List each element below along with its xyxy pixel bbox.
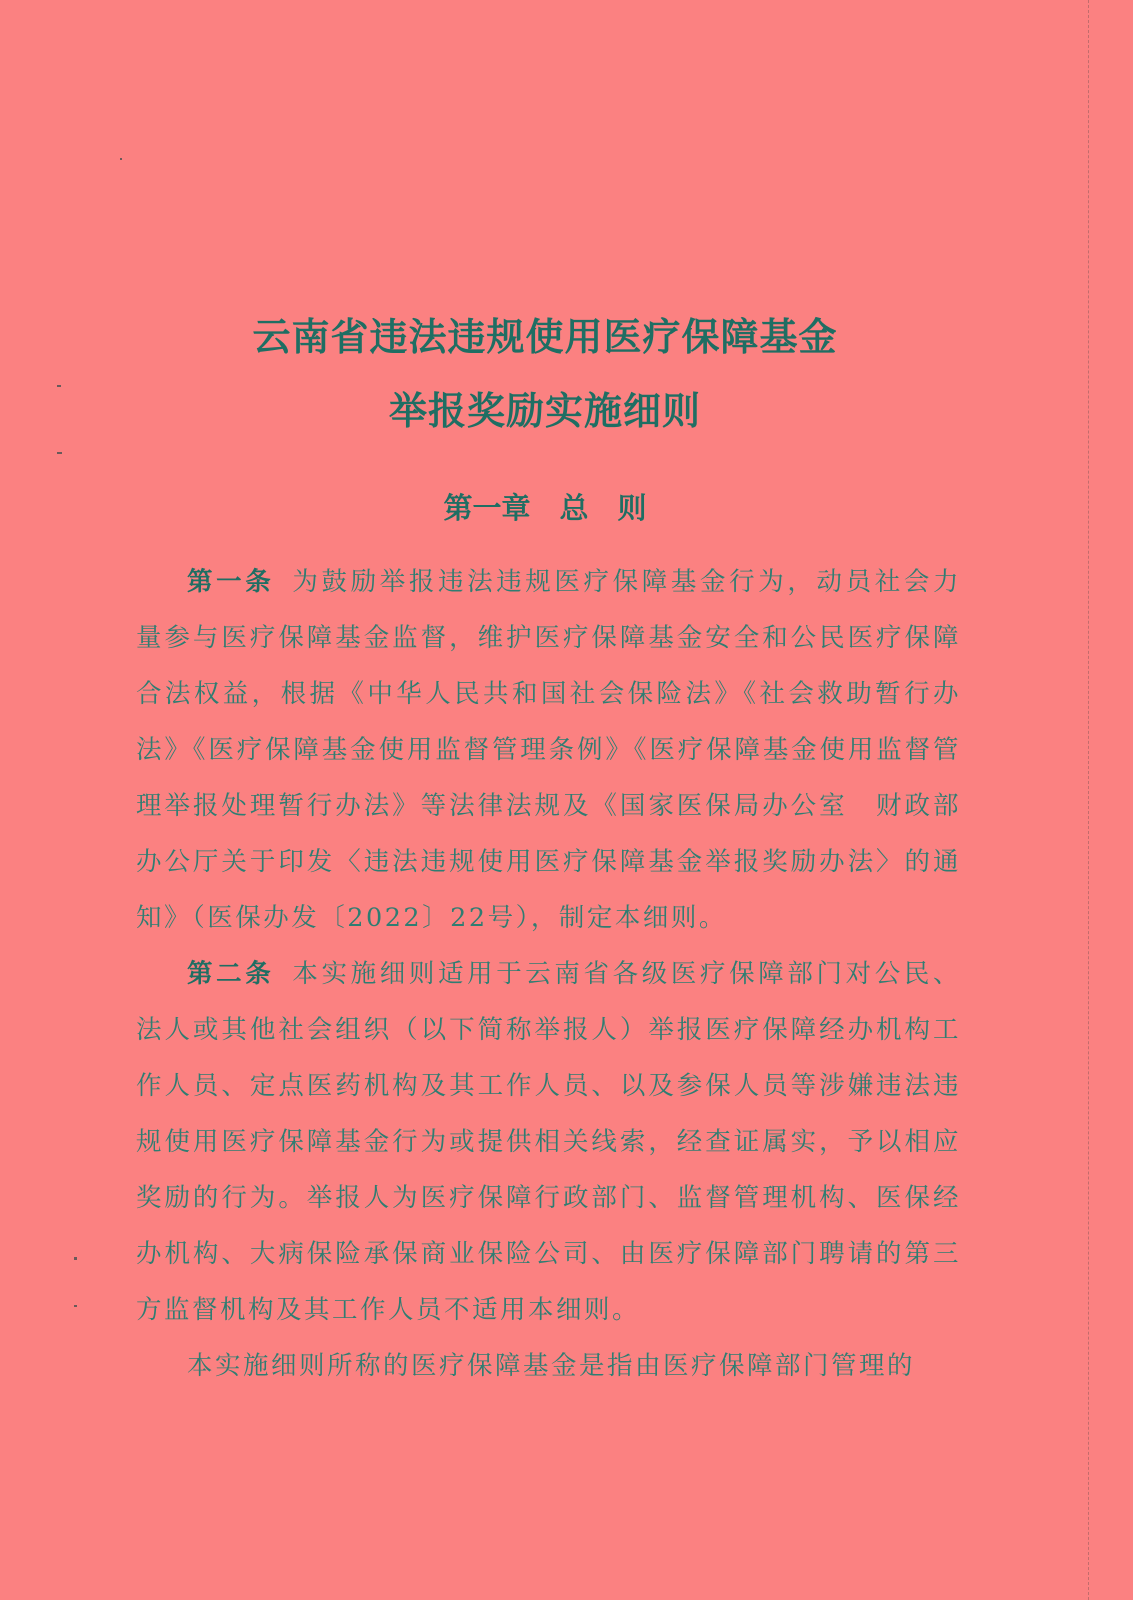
article-2-text: 本实施细则适用于云南省各级医疗保障部门对公民、法人或其他社会组织（以下简称举报人）举报医疗保障经办机构工作人员、定点医药机构及其工作人员、以及参保人员等涉嫌违法违规使用医疗保障基金行为或提供相关线索，经查证属实，予以相应奖励的行为。举报人为医疗保障行政部门、监督管理机构、医保经办机构、大病保险承保商业保险公司、由医疗保障部门聘请的第三方监督机构及其工作人员不适用本细则。	[136, 959, 961, 1325]
scan-edge-line	[1087, 0, 1089, 1600]
continuation-paragraph: 本实施细则所称的医疗保障基金是指由医疗保障部门管理的	[187, 1351, 916, 1381]
document-body	[136, 554, 961, 1394]
scan-speck	[74, 1305, 77, 1307]
article-2	[136, 946, 961, 1338]
article-2-label: 第二条	[187, 959, 275, 989]
article-1-text: 为鼓励举报违法违规医疗保障基金行为，动员社会力量参与医疗保障基金监督，维护医疗保障基金安全和公民医疗保障合法权益，根据《中华人民共和国社会保险法》《社会救助暂行办法》《医疗保障基金使用监督管理条例》《医疗保障基金使用监督管理举报处理暂行办法》等法律法规及《国家医保局办公室 财政部办公厅关于印发〈违法违规使用医疗保障基金举报奖励办法〉的通知》（医保办发〔2022〕22号），制定本细则。	[136, 567, 961, 933]
scan-speck	[120, 158, 122, 160]
article-1	[136, 554, 961, 946]
article-1-label: 第一条	[187, 567, 275, 597]
scan-speck	[74, 1257, 77, 1260]
scan-speck	[57, 452, 62, 454]
document-title-line-1: 云南省违法违规使用医疗保障基金	[252, 315, 838, 359]
chapter-heading: 第一章 总 则	[443, 491, 647, 525]
document-title-line-2: 举报奖励实施细则	[388, 389, 701, 433]
